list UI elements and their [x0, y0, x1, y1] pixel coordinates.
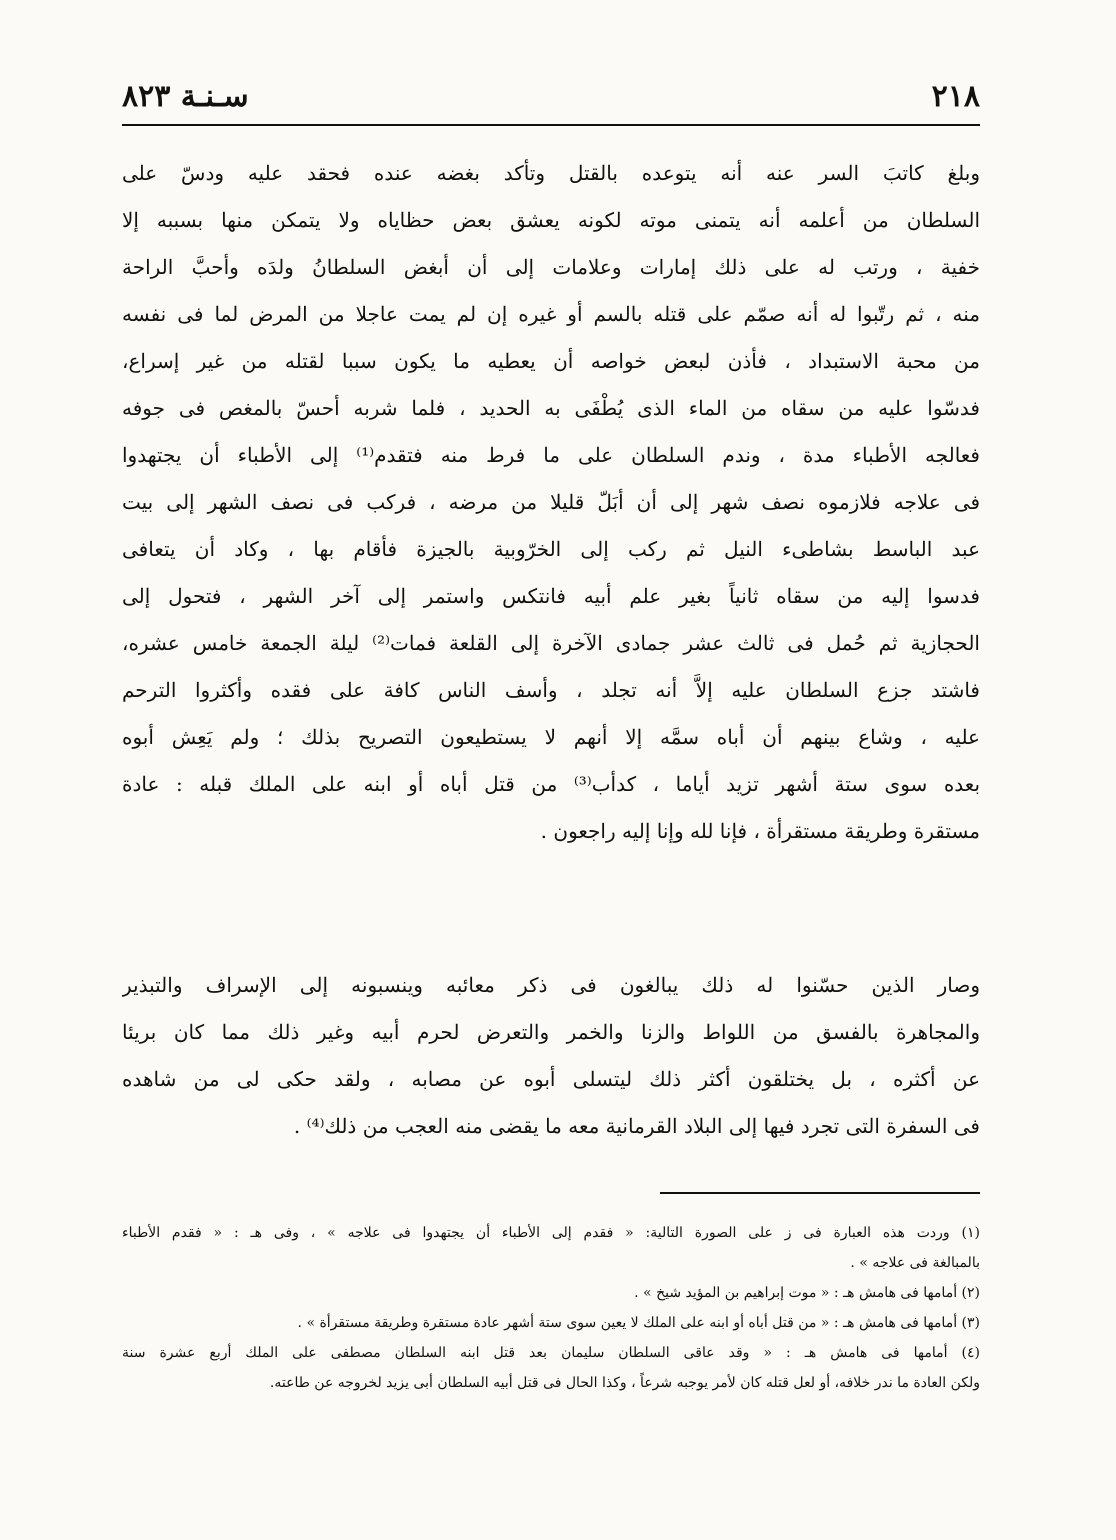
text-line: والمجاهرة بالفسق من اللواط والزنا والخمر والتعرض لحرم أبيه وغير ذلك مما كان بريئا	[122, 1020, 980, 1044]
text-line: فعالجه الأطباء مدة ، وندم السلطان على ما فرط منه فتقدم⁽¹⁾ إلى الأطباء أن يجتهدوا	[122, 443, 980, 467]
footnote-line: بالمبالغة فى علاجه » .	[850, 1255, 980, 1271]
body-paragraph-2	[122, 962, 980, 1150]
footnote-line: (١) وردت هذه العبارة فى ز على الصورة التالية: « فقدم إلى الأطباء أن يجتهدوا فى علاجه » ، وفى هـ : « فقدم الأطباء	[122, 1225, 980, 1241]
text-line: مستقرة وطريقة مستقرأة ، فإنا لله وإنا إليه راجعون .	[540, 819, 980, 843]
text-line: عن أكثره ، بل يختلقون أكثر ذلك ليتسلى أبوه عن مصابه ، ولقد حكى لى من شاهده	[122, 1067, 980, 1091]
text-line: وبلغ كاتبَ السر عنه أنه يتوعده بالقتل وتأكد بغضه عنده فحقد عليه ودسّ على	[122, 161, 980, 185]
text-line: وصار الذين حسّنوا له ذلك يبالغون فى ذكر معائبه وينسبونه إلى الإسراف والتبذير	[122, 973, 980, 997]
text-line: عليه ، وشاع بينهم أن أباه سمَّه إلا أنهم لا يستطيعون التصريح بذلك ؛ ولم يَعِش أبوه	[122, 725, 980, 749]
footnote-line: (٤) أمامها فى هامش هـ : « وقد عاقى السلطان سليمان بعد قتل ابنه السلطان مصطفى على الملك أربع عشرة سنة	[122, 1345, 980, 1361]
footnotes	[122, 1218, 980, 1398]
footnote-line: ولكن العادة ما ندر خلافه، أو لعل قتله كان لأمر يوجبه شرعاً ، وكذا الحال فى قتل أبيه السلطان أبى يزيد لخروجه عن طاعته.	[269, 1375, 980, 1391]
footnote-divider	[660, 1192, 980, 1194]
page-header	[122, 72, 980, 120]
text-line: الحجازية ثم حُمل فى ثالث عشر جمادى الآخرة إلى القلعة فمات⁽²⁾ ليلة الجمعة خامس عشره،	[122, 631, 980, 655]
text-line: خفية ، ورتب له على ذلك إمارات وعلامات إلى أن أبغض السلطانُ ولدَه وأحبَّ الراحة	[122, 255, 980, 279]
text-line: منه ، ثم رتّبوا له أنه صمّم على قتله بالسم أو غيره إن لم يمت عاجلا من المرض لما فى نفسه	[122, 302, 980, 326]
body-paragraph-1	[122, 150, 980, 855]
text-line: فاشتد جزع السلطان عليه إلاَّ أنه تجلد ، وأسف الناس كافة على فقده وأكثروا الترحم	[122, 678, 980, 702]
text-line: بعده سوى ستة أشهر تزيد أياما ، كدأب⁽³⁾ من قتل أباه أو ابنه على الملك قبله : عادة	[122, 772, 980, 796]
running-title-year: سـنـة ٨٢٣	[122, 78, 249, 114]
text-line: عبد الباسط بشاطىء النيل ثم ركب إلى الخرّوبية بالجيزة فأقام بها ، وكاد أن يتعافى	[122, 537, 980, 561]
text-line: فدسوا إليه من سقاه ثانياً بغير علم أبيه فانتكس واستمر إلى آخر الشهر ، فتحول إلى	[122, 584, 980, 608]
text-line: فدسّوا عليه من سقاه من الماء الذى يُطْفَى به الحديد ، فلما شربه أحسّ بالمغص فى جوفه	[122, 396, 980, 420]
header-divider	[122, 124, 980, 126]
text-line: من محبة الاستبداد ، فأذن لبعض خواصه أن يعطيه ما يكون سببا لقتله من غير إسراع،	[122, 349, 980, 373]
footnote-line: (٣) أمامها فى هامش هـ : « من قتل أباه أو ابنه على الملك لا يعين سوى ستة أشهر عادة مستقرة وطريقة مستقرأة » .	[297, 1315, 980, 1331]
text-line: فى السفرة التى تجرد فيها إلى البلاد القرمانية معه ما يقضى منه العجب من ذلك⁽⁴⁾ .	[293, 1114, 980, 1138]
footnote-line: (٢) أمامها فى هامش هـ : « موت إبراهيم بن المؤيد شيخ » .	[634, 1285, 980, 1301]
page-number: ٢١٨	[931, 78, 980, 114]
text-line: السلطان من أعلمه أنه يتمنى موته لكونه يعشق بعض حظاياه ولا يتمكن منها بسببه إلا	[122, 208, 980, 232]
text-line: فى علاجه فلازموه نصف شهر إلى أن أبَلّ قليلا من مرضه ، فركب فى نصف الشهر إلى بيت	[122, 490, 980, 514]
